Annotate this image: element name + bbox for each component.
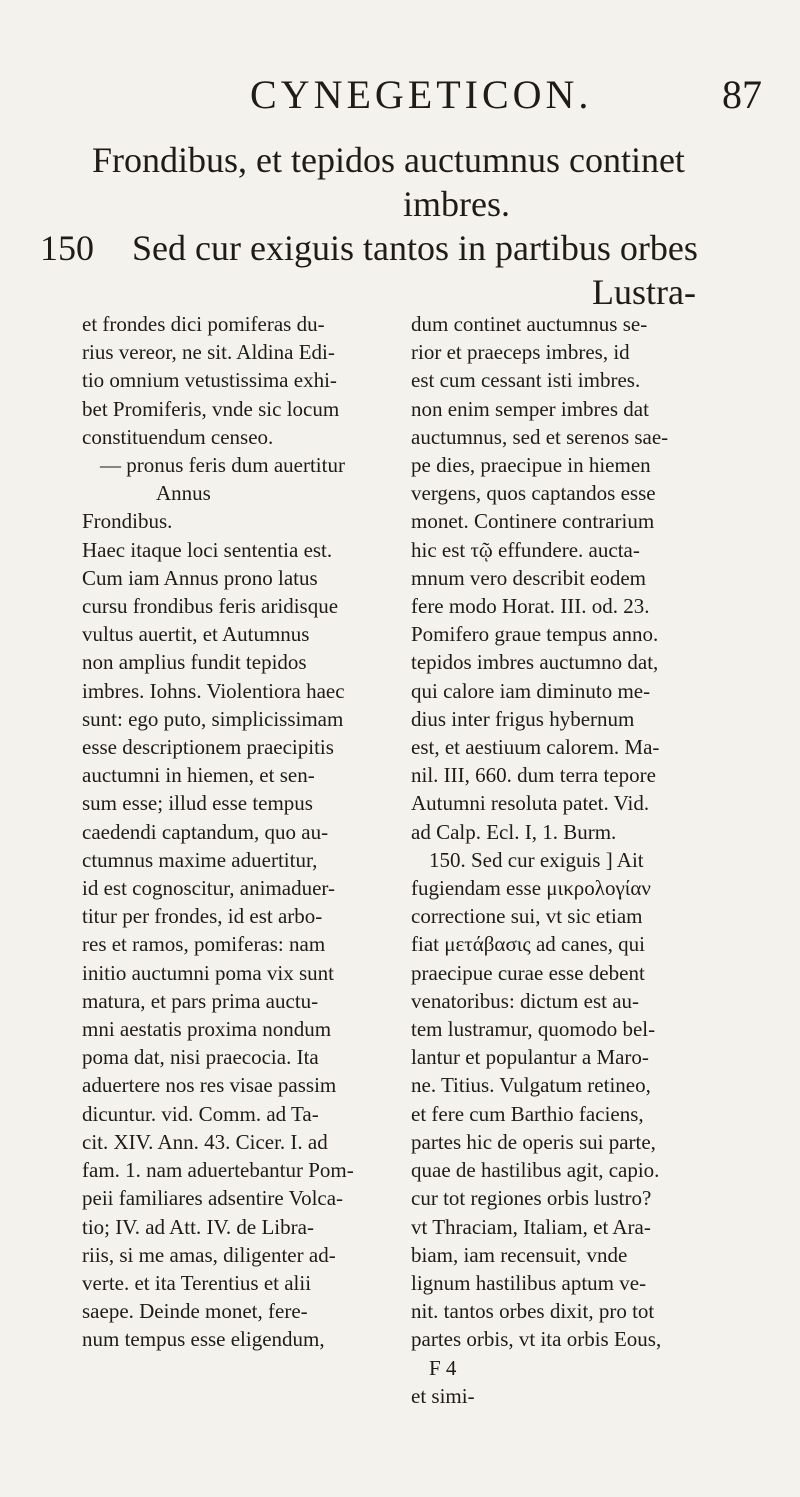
commentary-line: dius inter frigus hybernum: [411, 706, 635, 731]
commentary-line: fam. 1. nam aduertebantur Pom-: [82, 1158, 354, 1183]
commentary-line: cur tot regiones orbis lustro?: [411, 1186, 652, 1211]
commentary-line: — pronus feris dum auertitur: [100, 453, 345, 478]
commentary-line: cit. XIV. Ann. 43. Cicer. I. ad: [82, 1129, 328, 1154]
commentary-line: dum continet auctumnus se-: [411, 312, 648, 336]
commentary-line: tio; IV. ad Att. IV. de Libra-: [82, 1214, 314, 1239]
verse-block: [40, 138, 780, 314]
verse-line-3-text: Sed cur exiguis tantos in partibus orbes: [132, 228, 698, 268]
verse-line-3: [40, 226, 780, 270]
commentary-line: 150. Sed cur exiguis ] Ait: [429, 847, 644, 872]
commentary-line: et frondes dici pomiferas du-: [82, 312, 325, 336]
commentary-line: et fere cum Barthio faciens,: [411, 1101, 644, 1126]
commentary-line: biam, iam recensuit, vnde: [411, 1242, 628, 1267]
commentary-line: lignum hastilibus aptum ve-: [411, 1270, 647, 1295]
commentary-line: tio omnium vetustissima exhi-: [82, 368, 337, 393]
commentary-line: imbres. Iohns. Violentiora haec: [82, 678, 345, 703]
commentary-line: Autumni resoluta patet. Vid.: [411, 791, 650, 816]
commentary-line: rius vereor, ne sit. Aldina Edi-: [82, 340, 335, 365]
commentary-line: non enim semper imbres dat: [411, 396, 649, 421]
commentary-line: esse descriptionem praecipitis: [82, 735, 334, 760]
verse-line-1: Frondibus, et tepidos auctumnus continet: [92, 140, 685, 180]
commentary-line: aduertere nos res visae passim: [82, 1073, 337, 1098]
commentary-line: num tempus esse eligendum,: [82, 1327, 325, 1352]
commentary-line: tepidos imbres auctumno dat,: [411, 650, 659, 675]
commentary-line: Annus: [156, 481, 211, 506]
commentary-line: res et ramos, pomiferas: nam: [82, 932, 326, 957]
page-number: 87: [722, 72, 762, 117]
running-header: [250, 70, 762, 120]
commentary-line: quae de hastilibus agit, capio.: [411, 1158, 660, 1183]
commentary-line: constituendum censeo.: [82, 424, 274, 449]
commentary-left-column: [82, 310, 372, 1354]
commentary-line: Cum iam Annus prono latus: [82, 565, 318, 590]
commentary-line: riis, si me amas, diligenter ad-: [82, 1242, 336, 1267]
commentary-line: hic est τῷ effundere. aucta-: [411, 537, 640, 562]
commentary-line: titur per frondes, id est arbo-: [82, 904, 323, 929]
commentary-line: id est cognoscitur, animaduer-: [82, 876, 335, 901]
verse-line-2: imbres.: [403, 184, 510, 224]
commentary-line: lantur et populantur a Maro-: [411, 1045, 649, 1070]
commentary-line: venatoribus: dictum est au-: [411, 988, 640, 1013]
running-title: CYNEGETICON.: [250, 72, 593, 117]
commentary-line: monet. Continere contrarium: [411, 509, 655, 534]
commentary-line: cursu frondibus feris aridisque: [82, 594, 339, 619]
commentary-line: matura, et pars prima auctu-: [82, 988, 319, 1013]
commentary-right-column: [411, 310, 723, 1410]
commentary-line: nit. tantos orbes dixit, pro tot: [411, 1299, 655, 1324]
commentary-line: auctumni in hiemen, et sen-: [82, 763, 315, 788]
commentary-line: auctumnus, sed et serenos sae-: [411, 424, 669, 449]
commentary-line: fugiendam esse μικρολογίαν: [411, 876, 651, 901]
commentary-line: partes orbis, vt ita orbis Eous,: [411, 1327, 662, 1352]
commentary-line: verte. et ita Terentius et alii: [82, 1270, 312, 1295]
commentary-line: bet Promiferis, vnde sic locum: [82, 396, 340, 421]
commentary-line: mnum vero describit eodem: [411, 565, 647, 590]
commentary-line: ad Calp. Ecl. I, 1. Burm.: [411, 819, 617, 844]
commentary-line: correctione sui, vt sic etiam: [411, 904, 643, 929]
commentary-line: sunt: ego puto, simplicissimam: [82, 706, 344, 731]
commentary-line: ne. Titius. Vulgatum retineo,: [411, 1073, 651, 1098]
commentary-line: tem lustramur, quomodo bel-: [411, 1017, 656, 1042]
commentary-line: qui calore iam diminuto me-: [411, 678, 651, 703]
verse-line-number: 150: [40, 228, 94, 268]
commentary-line: partes hic de operis sui parte,: [411, 1129, 656, 1154]
commentary-line: praecipue curae esse debent: [411, 960, 645, 985]
commentary-line: peii familiares adsentire Volca-: [82, 1186, 344, 1211]
commentary-line: vt Thraciam, Italiam, et Ara-: [411, 1214, 651, 1239]
commentary-line: fere modo Horat. III. od. 23.: [411, 594, 650, 619]
commentary-line: caedendi captandum, quo au-: [82, 819, 329, 844]
commentary-line: Haec itaque loci sententia est.: [82, 537, 333, 562]
verse-line-4: Lustra-: [592, 272, 696, 312]
commentary-line: F 4: [429, 1355, 457, 1380]
commentary-line: Pomifero graue tempus anno.: [411, 622, 659, 647]
commentary-line: et simi-: [411, 1383, 475, 1408]
commentary-line: est cum cessant isti imbres.: [411, 368, 641, 393]
commentary-line: dicuntur. vid. Comm. ad Ta-: [82, 1101, 319, 1126]
commentary-line: sum esse; illud esse tempus: [82, 791, 313, 816]
commentary-line: vultus auertit, et Autumnus: [82, 622, 310, 647]
commentary-line: vergens, quos captandos esse: [411, 481, 656, 506]
commentary-line: Frondibus.: [82, 509, 173, 534]
commentary-line: ctumnus maxime aduertitur,: [82, 847, 318, 872]
commentary-line: est, et aestiuum calorem. Ma-: [411, 735, 660, 760]
commentary-line: nil. III, 660. dum terra tepore: [411, 763, 656, 788]
commentary-line: rior et praeceps imbres, id: [411, 340, 630, 365]
commentary-line: pe dies, praecipue in hiemen: [411, 453, 651, 478]
commentary-line: mni aestatis proxima nondum: [82, 1017, 332, 1042]
commentary-line: poma dat, nisi praecocia. Ita: [82, 1045, 319, 1070]
commentary-line: saepe. Deinde monet, fere-: [82, 1299, 308, 1324]
commentary-line: non amplius fundit tepidos: [82, 650, 307, 675]
commentary-line: fiat μετάβασις ad canes, qui: [411, 932, 646, 957]
commentary-line: initio auctumni poma vix sunt: [82, 960, 334, 985]
